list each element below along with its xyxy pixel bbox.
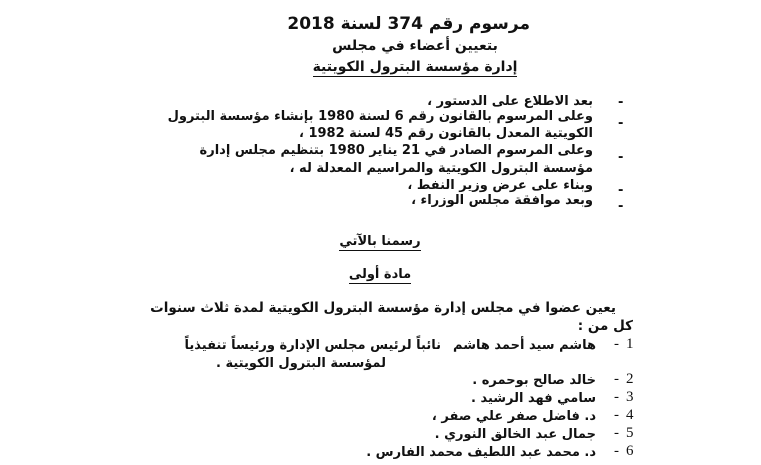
member-name: خالد صالح بوحمره . — [472, 373, 596, 388]
member-dash: - — [614, 407, 619, 423]
member-dash: - — [614, 443, 619, 459]
member-name: د. محمد عبد اللطيف محمد الفارس . — [366, 445, 596, 460]
member-number: 2 — [626, 371, 634, 387]
article-heading-text: مادة أولى — [348, 267, 412, 282]
preamble-dash: - — [618, 150, 624, 165]
member-role-line1: نائباً لرئيس مجلس الإدارة ورئيساً تنفيذياً — [184, 338, 441, 353]
member-number: 6 — [626, 443, 634, 459]
member-dash: - — [614, 336, 619, 352]
preamble-line: وبناء على عرض وزير النفط ، — [407, 178, 593, 193]
decree-title: مرسوم رقم 374 لسنة 2018 — [287, 14, 530, 34]
decree-subtitle-line2 — [300, 59, 530, 75]
decreed-heading-text: رسمنا بالآتي — [339, 234, 421, 249]
preamble-line: وعلى المرسوم الصادر في 21 يناير 1980 بتنظيم مجلس إدارة — [199, 143, 593, 158]
preamble-dash: - — [618, 95, 624, 110]
preamble-dash: - — [618, 183, 624, 198]
member-number: 4 — [626, 407, 634, 423]
member-number: 1 — [626, 336, 634, 352]
member-name: سامي فهد الرشيد . — [470, 391, 596, 406]
member-name: جمال عبد الخالق النوري . — [434, 427, 596, 442]
preamble-dash: - — [618, 116, 624, 131]
member-name: هاشم سيد أحمد هاشم — [453, 338, 596, 353]
preamble-line: وبعد موافقة مجلس الوزراء ، — [411, 193, 593, 208]
member-number: 3 — [626, 389, 634, 405]
decree-subtitle-line2-text: إدارة مؤسسة البترول الكويتية — [312, 59, 518, 75]
preamble-line: وعلى المرسوم بالقانون رقم 6 لسنة 1980 بإنشاء مؤسسة البترول — [167, 109, 593, 124]
decreed-heading — [320, 234, 440, 249]
decree-subtitle-line1: بتعيين أعضاء في مجلس — [332, 38, 498, 54]
article-heading — [320, 267, 440, 282]
member-dash: - — [614, 371, 619, 387]
preamble-line: مؤسسة البترول الكويتية والمراسيم المعدلة له ، — [289, 161, 593, 176]
article-text-line2: كل من : — [577, 318, 633, 334]
preamble-line: الكويتية المعدل بالقانون رقم 45 لسنة 1982 ، — [298, 126, 593, 141]
preamble-dash: - — [618, 199, 624, 214]
member-dash: - — [614, 389, 619, 405]
preamble-line: بعد الاطلاع على الدستور ، — [427, 94, 593, 109]
article-text-line1: يعين عضوا في مجلس إدارة مؤسسة البترول الكويتية لمدة ثلاث سنوات — [150, 300, 616, 316]
member-number: 5 — [626, 425, 634, 441]
member-name: د. فاضل صفر علي صفر ، — [431, 409, 596, 424]
member-dash: - — [614, 425, 619, 441]
member-role-line2: لمؤسسة البترول الكويتية . — [216, 356, 386, 371]
